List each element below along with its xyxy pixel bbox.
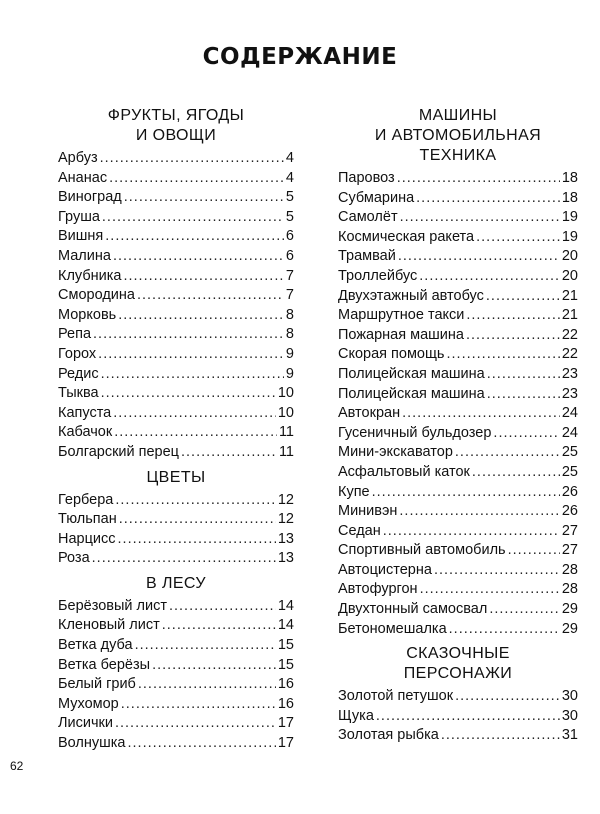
dot-leader — [135, 637, 276, 653]
dot-leader — [455, 444, 560, 460]
toc-entry-name: Вишня — [58, 228, 104, 245]
toc-entry — [338, 523, 578, 543]
toc-entry-page: 22 — [561, 326, 578, 343]
dot-leader — [376, 708, 560, 724]
toc-entry-name: Космическая ракета — [338, 228, 475, 245]
toc-entry — [338, 190, 578, 210]
toc-entry-page: 26 — [561, 483, 578, 500]
toc-entry-page: 11 — [278, 424, 294, 441]
toc-entry-page: 29 — [561, 601, 578, 618]
dot-leader — [115, 715, 276, 731]
toc-entry-page: 17 — [277, 715, 294, 732]
toc-entry-name: Мухомор — [58, 695, 119, 712]
toc-entry-page: 7 — [285, 267, 294, 284]
section-heading-line: СКАЗОЧНЫЕ — [406, 645, 510, 663]
toc-entry-page: 4 — [285, 169, 294, 186]
toc-entry — [58, 676, 294, 696]
toc-entry-page: 18 — [561, 189, 578, 206]
dot-leader — [118, 531, 276, 547]
dot-leader — [372, 484, 560, 500]
section-heading-line: И АВТОМОБИЛЬНАЯ — [374, 127, 542, 144]
toc-entry-page: 27 — [561, 542, 578, 559]
toc-entry-name: Лисички — [58, 715, 113, 732]
toc-entry-page: 12 — [277, 511, 294, 528]
dot-leader — [486, 288, 560, 304]
toc-entry-page: 26 — [561, 503, 578, 520]
toc-entry-page: 10 — [277, 404, 294, 421]
toc-entry — [58, 209, 294, 229]
toc-entry-name: Трамвай — [338, 248, 396, 265]
toc-entry-page: 8 — [285, 306, 294, 323]
toc-entry — [58, 326, 294, 346]
toc-entry — [58, 696, 294, 716]
toc-entry-page: 11 — [278, 443, 294, 460]
toc-entry-name: Смородина — [58, 287, 135, 304]
toc-entry — [58, 385, 294, 405]
section-heading — [338, 644, 578, 684]
page-title: СОДЕРЖАНИЕ — [202, 44, 398, 70]
dot-leader — [416, 190, 560, 206]
dot-leader — [508, 542, 560, 558]
toc-entry-page: 27 — [561, 522, 578, 539]
dot-leader — [121, 696, 276, 712]
dot-leader — [398, 248, 560, 264]
dot-leader — [466, 307, 560, 323]
section-heading-line: ПЕРСОНАЖИ — [403, 665, 513, 683]
toc-entry-name: Троллейбус — [338, 267, 418, 284]
dot-leader — [137, 287, 284, 303]
toc-entry — [58, 424, 294, 444]
toc-entry — [58, 268, 294, 288]
toc-entry-name: Виноград — [58, 189, 122, 206]
toc-entry — [338, 327, 578, 347]
section-heading-line: И ОВОЩИ — [135, 127, 217, 144]
toc-entry-page: 6 — [285, 247, 294, 264]
toc-entry-name: Автокран — [338, 405, 401, 422]
toc-entry — [58, 150, 294, 170]
toc-entry-name: Ветка дуба — [58, 637, 133, 654]
dot-leader — [113, 405, 276, 421]
dot-leader — [169, 598, 276, 614]
dot-leader — [383, 523, 560, 539]
toc-entry-name: Тюльпан — [58, 511, 117, 528]
toc-entry-page: 6 — [285, 228, 294, 245]
toc-entry-page: 9 — [285, 365, 294, 382]
dot-leader — [455, 688, 560, 704]
toc-entry — [338, 405, 578, 425]
toc-entry-page: 23 — [561, 365, 578, 382]
toc-entry — [338, 581, 578, 601]
toc-entry-name: Белый гриб — [58, 676, 136, 693]
toc-entry-name: Гербера — [58, 491, 114, 508]
toc-entry — [58, 307, 294, 327]
toc-entry — [58, 637, 294, 657]
toc-entry-name: Ананас — [58, 169, 108, 186]
toc-entry-name: Автоцистерна — [338, 561, 432, 578]
toc-entry-name: Морковь — [58, 306, 117, 323]
toc-entry — [338, 503, 578, 523]
toc-entry — [338, 688, 578, 708]
toc-entry-page: 23 — [561, 385, 578, 402]
toc-entry-page: 12 — [277, 491, 294, 508]
toc-entry — [338, 268, 578, 288]
dot-leader — [92, 550, 276, 566]
toc-entry — [58, 531, 294, 551]
dot-leader — [181, 444, 277, 460]
toc-entry-page: 29 — [561, 620, 578, 637]
toc-entry-name: Золотой петушок — [338, 688, 454, 705]
toc-entry-name: Капуста — [58, 404, 112, 421]
toc-entry-name: Спортивный автомобиль — [338, 542, 506, 559]
dot-leader — [102, 209, 284, 225]
toc-entry-name: Самолёт — [338, 209, 398, 226]
toc-entry-page: 20 — [561, 248, 578, 265]
toc-entry — [58, 492, 294, 512]
toc-entry-name: Автофургон — [338, 581, 418, 598]
section-heading — [58, 468, 294, 488]
dot-leader — [472, 464, 560, 480]
toc-entry — [58, 170, 294, 190]
toc-entry — [58, 405, 294, 425]
dot-leader — [402, 405, 560, 421]
toc-entry-name: Ветка берёзы — [58, 656, 151, 673]
dot-leader — [138, 676, 276, 692]
toc-entry — [338, 425, 578, 445]
toc-entry-name: Кленовый лист — [58, 617, 160, 634]
toc-entry — [58, 248, 294, 268]
dot-leader — [493, 425, 559, 441]
toc-entry-page: 21 — [561, 307, 578, 324]
toc-entry-page: 15 — [277, 637, 294, 654]
toc-entry — [58, 511, 294, 531]
toc-entry-name: Берёзовый лист — [58, 597, 167, 614]
section-heading — [338, 106, 578, 166]
dot-leader — [420, 581, 560, 597]
toc-entry — [338, 601, 578, 621]
toc-entry-page: 14 — [277, 617, 294, 634]
toc-entry — [58, 189, 294, 209]
dot-leader — [434, 562, 560, 578]
toc-entry-name: Скорая помощь — [338, 346, 445, 363]
toc-entry-page: 19 — [561, 228, 578, 245]
toc-entry-page: 10 — [277, 385, 294, 402]
toc-entry-name: Мини-экскаватор — [338, 444, 453, 461]
toc-entry-page: 22 — [561, 346, 578, 363]
dot-leader — [101, 385, 276, 401]
section-heading-line: ФРУКТЫ, ЯГОДЫ — [107, 107, 245, 124]
dot-leader — [109, 170, 284, 186]
toc-entry — [58, 735, 294, 755]
dot-leader — [114, 424, 277, 440]
toc-entry-name: Субмарина — [338, 189, 415, 206]
toc-entry-page: 19 — [561, 209, 578, 226]
toc-entry — [338, 229, 578, 249]
dot-leader — [98, 346, 284, 362]
dot-leader — [101, 366, 284, 382]
dot-leader — [419, 268, 560, 284]
toc-entry-page: 30 — [561, 688, 578, 705]
toc-entry — [58, 715, 294, 735]
toc-entry — [338, 542, 578, 562]
toc-entry — [58, 444, 294, 464]
toc-entry-page: 24 — [561, 405, 578, 422]
toc-entry — [58, 617, 294, 637]
toc-entry-name: Кабачок — [58, 424, 113, 441]
toc-entry-name: Бетономешалка — [338, 620, 447, 637]
toc-entry — [338, 727, 578, 747]
toc-entry-name: Золотая рыбка — [338, 727, 439, 744]
toc-entry-page: 4 — [285, 150, 294, 166]
toc-entry-page: 5 — [285, 189, 294, 206]
section-heading-line: ЦВЕТЫ — [146, 468, 206, 486]
toc-entry-name: Щука — [338, 707, 374, 724]
toc-entry-name: Малина — [58, 247, 111, 264]
toc-entry-name: Купе — [338, 483, 370, 500]
section-heading-line: МАШИНЫ — [418, 107, 498, 124]
toc-entry-name: Клубника — [58, 267, 122, 284]
toc-entry-page: 21 — [561, 287, 578, 304]
toc-column-left — [58, 106, 294, 755]
toc-entry-page: 17 — [277, 735, 294, 752]
toc-entry-page: 8 — [285, 326, 294, 343]
section-heading-line: В ЛЕСУ — [146, 574, 206, 592]
dot-leader — [400, 209, 560, 225]
toc-entry — [338, 444, 578, 464]
page-number: 62 — [10, 759, 24, 773]
toc-entry — [338, 562, 578, 582]
dot-leader — [397, 170, 560, 186]
toc-entry — [338, 170, 578, 190]
toc-entry — [338, 307, 578, 327]
toc-entry — [338, 386, 578, 406]
dot-leader — [449, 621, 560, 637]
dot-leader — [152, 657, 276, 673]
toc-entry — [58, 346, 294, 366]
toc-entry — [338, 366, 578, 386]
toc-entry-name: Горох — [58, 345, 97, 362]
toc-entry-name: Болгарский перец — [58, 443, 179, 460]
dot-leader — [446, 346, 559, 362]
toc-entry-page: 7 — [285, 287, 294, 304]
toc-entry-name: Тыква — [58, 385, 99, 402]
toc-entry-page: 13 — [277, 550, 294, 567]
toc-entry — [58, 228, 294, 248]
toc-entry-name: Асфальтовый каток — [338, 463, 470, 480]
dot-leader — [118, 307, 284, 323]
toc-entry — [338, 346, 578, 366]
dot-leader — [487, 386, 560, 402]
dot-leader — [119, 511, 276, 527]
toc-entry — [58, 550, 294, 570]
toc-entry-page: 9 — [285, 345, 294, 362]
dot-leader — [124, 189, 284, 205]
dot-leader — [128, 735, 276, 751]
toc-entry — [338, 484, 578, 504]
toc-entry-page: 30 — [561, 707, 578, 724]
toc-entry-name: Седан — [338, 522, 381, 539]
toc-entry-page: 5 — [285, 208, 294, 225]
toc-entry — [338, 288, 578, 308]
toc-entry — [338, 464, 578, 484]
toc-entry-name: Минивэн — [338, 503, 398, 520]
dot-leader — [100, 150, 284, 166]
toc-entry-name: Полицейская машина — [338, 385, 485, 402]
dot-leader — [105, 228, 284, 244]
dot-leader — [476, 229, 560, 245]
dot-leader — [441, 727, 560, 743]
toc-entry-page: 13 — [277, 530, 294, 547]
toc-entry — [58, 366, 294, 386]
toc-entry-name: Паровоз — [338, 170, 395, 186]
toc-entry-name: Двухтонный самосвал — [338, 601, 488, 618]
toc-entry-name: Груша — [58, 208, 100, 225]
dot-leader — [399, 503, 559, 519]
dot-leader — [162, 617, 276, 633]
toc-entry-page: 28 — [561, 561, 578, 578]
dot-leader — [487, 366, 560, 382]
section-heading-line: ТЕХНИКА — [419, 147, 497, 164]
toc-entry-name: Роза — [58, 550, 90, 567]
toc-entry-page: 20 — [561, 267, 578, 284]
toc-entry — [338, 621, 578, 641]
toc-entry — [58, 657, 294, 677]
toc-entry-page: 28 — [561, 581, 578, 598]
toc-entry-name: Гусеничный бульдозер — [338, 424, 492, 441]
section-heading — [58, 106, 294, 146]
dot-leader — [115, 492, 276, 508]
dot-leader — [113, 248, 284, 264]
toc-entry — [338, 209, 578, 229]
toc-entry-page: 15 — [277, 656, 294, 673]
toc-entry-page: 24 — [561, 424, 578, 441]
toc-entry-name: Редис — [58, 365, 99, 382]
toc-entry-name: Нарцисс — [58, 530, 116, 547]
toc-entry — [58, 598, 294, 618]
section-heading — [58, 574, 294, 594]
toc-entry-name: Пожарная машина — [338, 326, 464, 343]
dot-leader — [123, 268, 283, 284]
toc-entry-name: Двухэтажный автобус — [338, 287, 484, 304]
toc-entry-name: Арбуз — [58, 150, 98, 166]
toc-column-right — [338, 106, 578, 747]
toc-entry-page: 16 — [277, 695, 294, 712]
toc-entry-page: 31 — [561, 727, 578, 744]
toc-entry-name: Волнушка — [58, 735, 126, 752]
toc-entry-page: 25 — [561, 463, 578, 480]
toc-entry-page: 16 — [277, 676, 294, 693]
toc-entry-name: Полицейская машина — [338, 365, 485, 382]
toc-entry — [58, 287, 294, 307]
toc-entry-page: 14 — [277, 597, 294, 614]
dot-leader — [489, 601, 560, 617]
toc-entry — [338, 708, 578, 728]
dot-leader — [93, 326, 284, 342]
toc-entry-page: 25 — [561, 444, 578, 461]
toc-entry-name: Маршрутное такси — [338, 307, 465, 324]
dot-leader — [466, 327, 560, 343]
toc-entry — [338, 248, 578, 268]
toc-entry-name: Репа — [58, 326, 92, 343]
toc-entry-page: 18 — [561, 170, 578, 186]
